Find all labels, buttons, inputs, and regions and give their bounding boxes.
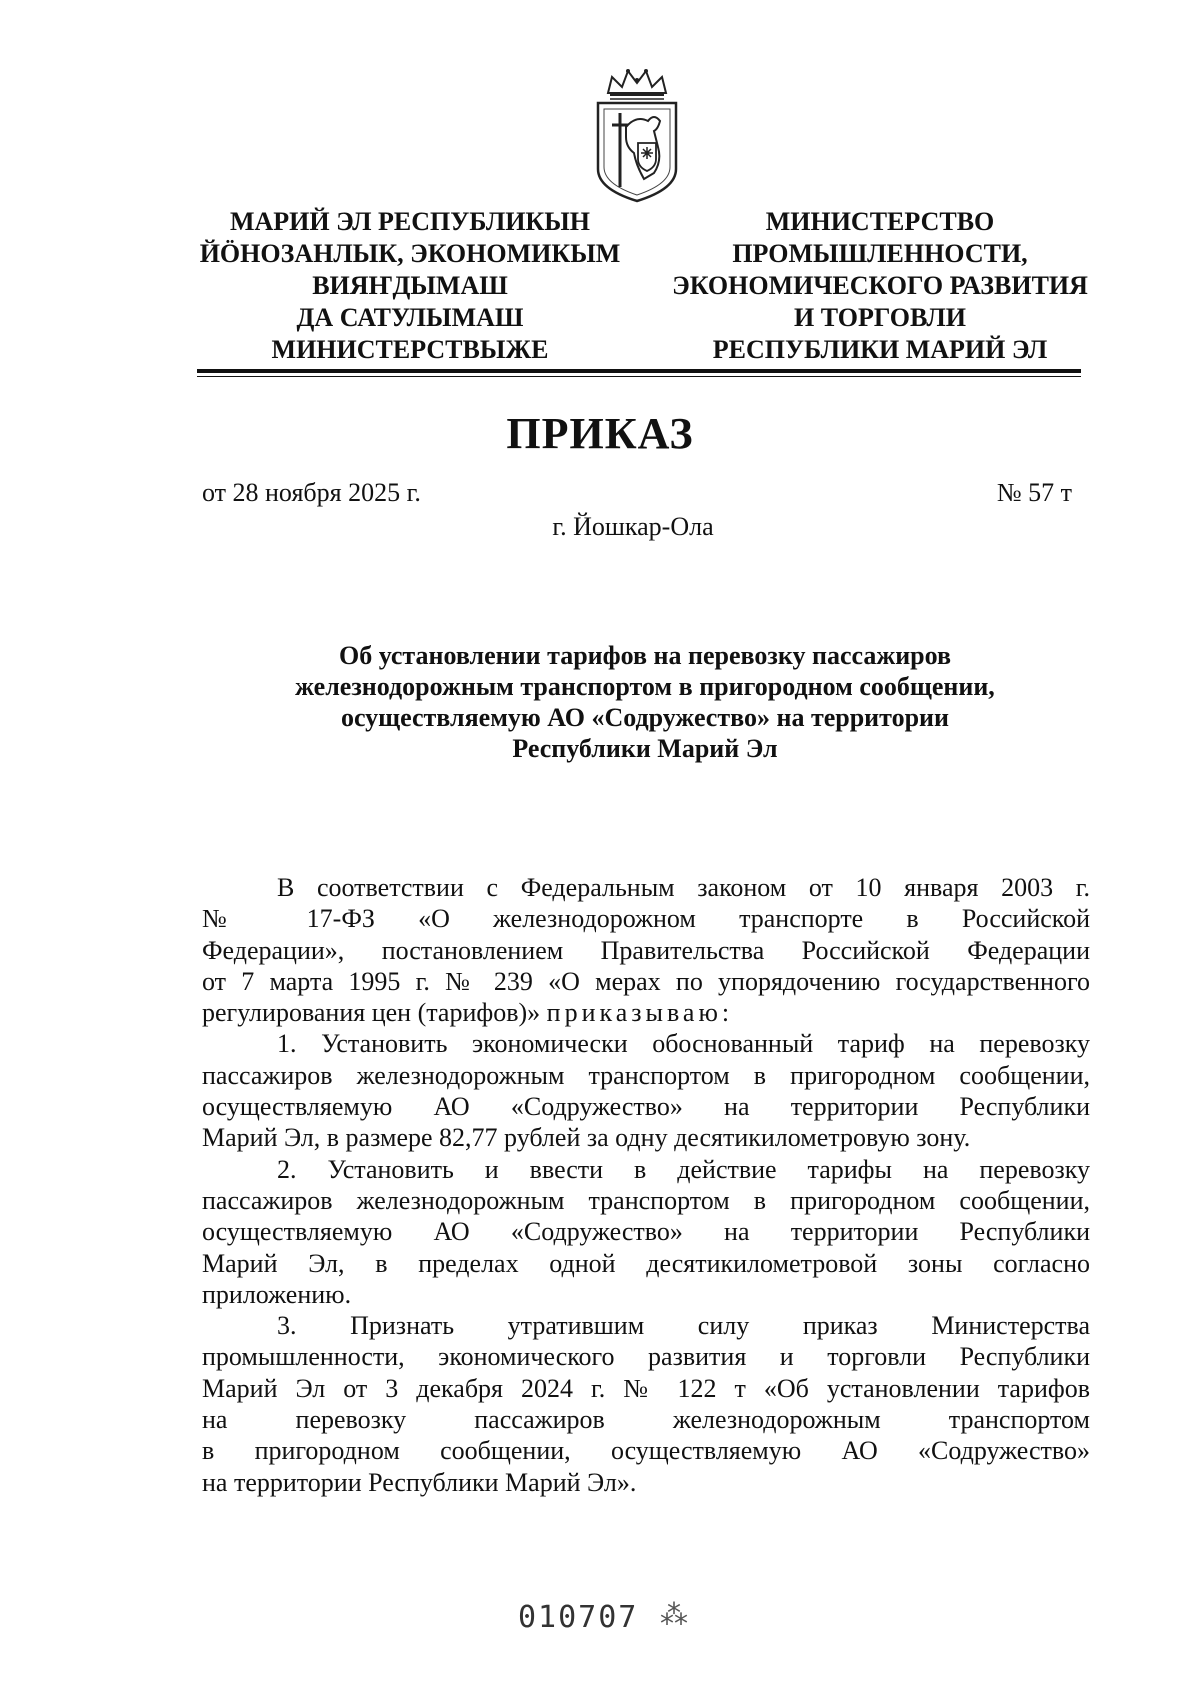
header-russian-line: И ТОРГОВЛИ <box>794 303 966 332</box>
header-russian-line: РЕСПУБЛИКИ МАРИЙ ЭЛ <box>712 335 1048 364</box>
subject-line: Республики Марий Эл <box>512 734 778 763</box>
coat-of-arms-icon <box>592 65 682 205</box>
body-line: Федерации», постановлением Правительства Российской Федерации <box>202 935 1090 965</box>
body-line: Марий Эл, в размере 82,77 рублей за одну десятикилометровую зону. <box>202 1123 971 1153</box>
body-line: в пригородном сообщении, осуществляемую АО «Содружество» <box>202 1436 1090 1466</box>
header-mari-line: МИНИСТЕРСТВЫЖЕ <box>271 335 549 364</box>
body-line: на перевозку пассажиров железнодорожным транспортом <box>202 1405 1090 1435</box>
subject-line: осуществляемую АО «Содружество» на территории <box>340 703 950 732</box>
header-mari-line: ЙӦНОЗАНЛЫК, ЭКОНОМИКЫМ <box>199 239 621 268</box>
document-type-title: ПРИКАЗ <box>506 409 694 458</box>
body-line: промышленности, экономического развития и торговли Республики <box>202 1342 1090 1372</box>
subject-line: железнодорожным транспортом в пригородном сообщении, <box>295 672 995 701</box>
intro-tail: регулирования цен (тарифов)» <box>202 998 541 1028</box>
order-word: приказываю: <box>546 998 734 1028</box>
header-mari-line: ВИЯҤДЫМАШ <box>312 271 508 300</box>
document-subject <box>200 640 1090 764</box>
body-line: Марий Эл, в пределах одной десятикилометровой зоны согласно <box>202 1248 1090 1278</box>
header-russian-line: ПРОМЫШЛЕННОСТИ, <box>732 239 1028 268</box>
body-line: 2. Установить и ввести в действие тарифы на перевозку <box>277 1154 1090 1184</box>
body-line: пассажиров железнодорожным транспортом в пригородном сообщении, <box>202 1060 1090 1090</box>
document-body <box>202 872 1090 1498</box>
subject-line: Об установлении тарифов на перевозку пассажиров <box>338 641 952 670</box>
body-line: от 7 марта 1995 г. № 239 «О мерах по упорядочению государственного <box>202 966 1090 996</box>
body-line: 3. Признать утратившим силу приказ Министерства <box>277 1311 1090 1341</box>
document-date: от 28 ноября 2025 г. <box>202 478 421 507</box>
body-line <box>202 997 1090 1028</box>
body-line: Марий Эл от 3 декабря 2024 г. № 122 т «Об установлении тарифов <box>202 1373 1090 1403</box>
body-line: на территории Республики Марий Эл». <box>202 1467 637 1497</box>
serial-number: 010707 <box>518 1600 639 1635</box>
document-city: г. Йошкар-Ола <box>552 512 714 541</box>
body-line: 1. Установить экономически обоснованный тариф на перевозку <box>277 1029 1090 1059</box>
header-russian-block <box>655 206 1105 366</box>
document-number: № 57 т <box>996 478 1072 507</box>
header-mari-block <box>175 206 645 366</box>
body-line: осуществляемую АО «Содружество» на территории Республики <box>202 1092 1090 1122</box>
body-line: № 17-ФЗ «О железнодорожном транспорте в Российской <box>202 904 1090 934</box>
header-mari-line: ДА САТУЛЫМАШ <box>296 303 524 332</box>
header-russian-line: ЭКОНОМИЧЕСКОГО РАЗВИТИЯ <box>672 271 1088 300</box>
header-divider-thick <box>197 369 1081 373</box>
body-line: пассажиров железнодорожным транспортом в пригородном сообщении, <box>202 1185 1090 1215</box>
body-line: осуществляемую АО «Содружество» на территории Республики <box>202 1217 1090 1247</box>
serial-mark-icon: ⁂ <box>660 1598 688 1631</box>
header-divider-thin <box>197 376 1081 377</box>
body-line: приложению. <box>202 1279 352 1309</box>
header-mari-line: МАРИЙ ЭЛ РЕСПУБЛИКЫН <box>229 207 591 236</box>
body-line: В соответствии с Федеральным законом от 10 января 2003 г. <box>277 873 1090 902</box>
header-russian-line: МИНИСТЕРСТВО <box>765 207 995 236</box>
